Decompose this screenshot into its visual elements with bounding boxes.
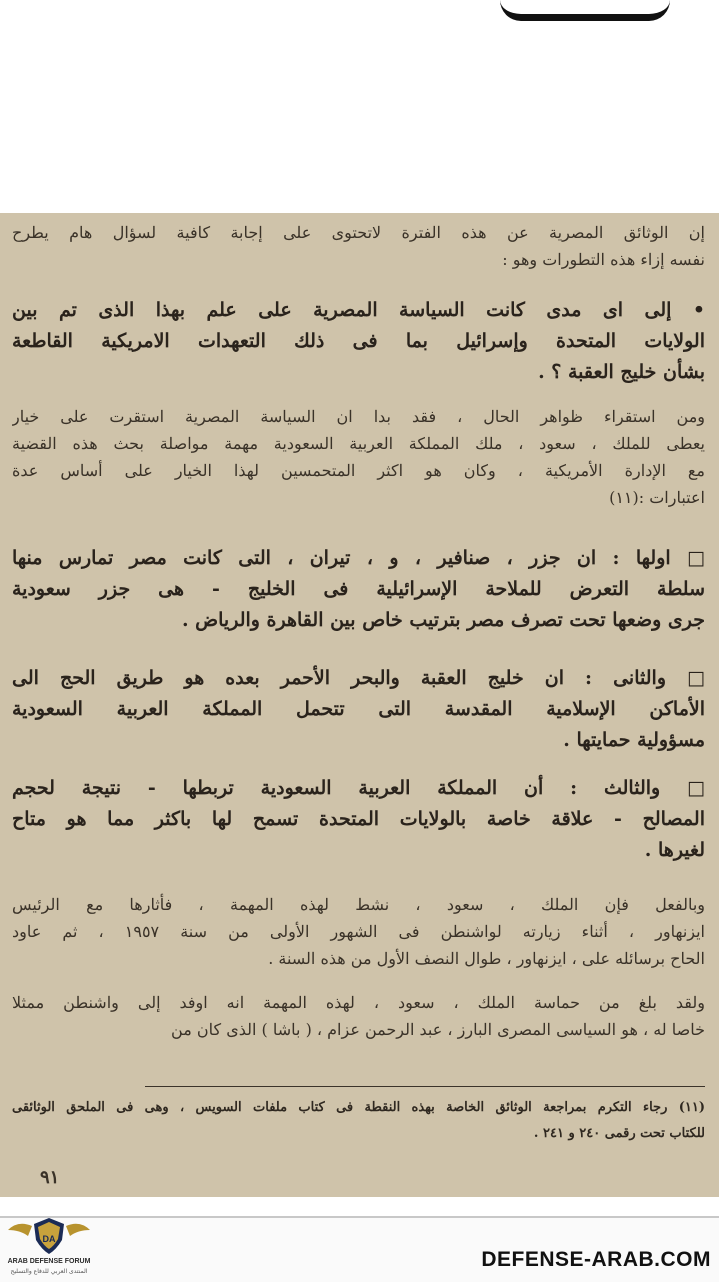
page-text-line: ومن استقراء ظواهر الحال ، فقد بدا ان السياسة المصرية استقرت على خيار bbox=[12, 407, 705, 426]
page-text-line: بشأن خليج العقبة ؟ . bbox=[538, 361, 705, 383]
top-cropped-glyph bbox=[500, 0, 670, 21]
eagle-shield-icon bbox=[4, 1212, 94, 1260]
footnote-line: للكتاب تحت رقمى ٢٤٠ و ٢٤١ . bbox=[533, 1126, 705, 1141]
page-text-line: مع الإدارة الأمريكية ، وكان هو اكثر المتحمسين لهذا الخيار على أساس عدة bbox=[12, 461, 705, 480]
book-page-scan bbox=[0, 213, 719, 1197]
page-text-line: مسؤولية حمايتها . bbox=[563, 729, 705, 751]
page-text-line: □ والثانى : ان خليج العقبة والبحر الأحمر بعده هو طريق الحج الى bbox=[12, 667, 705, 689]
page-text-line: وبالفعل فإن الملك ، سعود ، نشط لهذه المهمة ، فأثارها مع الرئيس bbox=[12, 895, 705, 914]
footnote-line: (١١) رجاء التكرم بمراجعة الوثائق الخاصة بهذه النقطة فى كتاب ملفات السويس ، وهى فى الملحق الوثائقى bbox=[12, 1100, 705, 1115]
page-text-line: جرى وضعها تحت تصرف مصر بترتيب خاص بين القاهرة والرياض . bbox=[181, 609, 705, 631]
watermark-site-url: DEFENSE-ARAB.COM bbox=[481, 1248, 711, 1271]
page-text-line: إن الوثائق المصرية عن هذه الفترة لاتحتوى على إجابة كافية لسؤال هام يطرح bbox=[12, 223, 705, 242]
page-text-line: الولايات المتحدة وإسرائيل بما فى ذلك التعهدات الامريكية القاطعة bbox=[12, 330, 705, 352]
page-text-line: نفسه إزاء هذه التطورات وهو : bbox=[502, 250, 705, 269]
page-text-line: يعطى للملك ، سعود ، ملك المملكة العربية السعودية مهمة مواصلة بحث هذه القضية bbox=[12, 434, 705, 453]
page-number: ٩١ bbox=[40, 1167, 60, 1188]
page-text-line: اعتبارات :(١١) bbox=[609, 488, 705, 507]
logo-arabic-text: المنتدى العربي للدفاع والتسليح bbox=[10, 1268, 88, 1275]
svg-text:DA: DA bbox=[42, 1234, 56, 1244]
page-text-line: ايزنهاور ، أثناء زيارته لواشنطن فى الشهور الأولى من سنة ١٩٥٧ ، ثم عاود bbox=[12, 922, 705, 941]
logo-english-text: ARAB DEFENSE FORUM bbox=[7, 1258, 91, 1265]
page-text-line: خاصا له ، هو السياسى المصرى البارز ، عبد الرحمن عزام ، ( باشا ) الذى كان من bbox=[171, 1020, 705, 1039]
page-text-line: سلطة التعرض للملاحة الإسرائيلية فى الخليج - هى جزر سعودية bbox=[12, 578, 705, 600]
page-text-line: □ اولها : ان جزر ، صنافير ، و ، تيران ، التى كانت مصر تمارس منها bbox=[12, 547, 705, 569]
page-text-line: • إلى اى مدى كانت السياسة المصرية على علم بهذا الذى تم بين bbox=[12, 299, 705, 321]
footnote-separator bbox=[145, 1086, 705, 1087]
page-text-line: الأماكن الإسلامية المقدسة التى تتحمل المملكة العربية السعودية bbox=[12, 698, 705, 720]
page-text-line: المصالح - علاقة خاصة بالولايات المتحدة تسمح لها باكثر مما هو متاح bbox=[12, 808, 705, 830]
page-text-line: الحاح برسائله على ، ايزنهاور ، طوال النصف الأول من هذه السنة . bbox=[268, 949, 705, 968]
forum-logo bbox=[4, 1212, 94, 1280]
page-text-line: ولقد بلغ من حماسة الملك ، سعود ، لهذه المهمة انه اوفد إلى واشنطن ممثلا bbox=[12, 993, 705, 1012]
page-text-line: لغيرها . bbox=[644, 839, 705, 861]
page-text-line: □ والثالث : أن المملكة العربية السعودية تربطها - نتيجة لحجم bbox=[12, 777, 705, 799]
